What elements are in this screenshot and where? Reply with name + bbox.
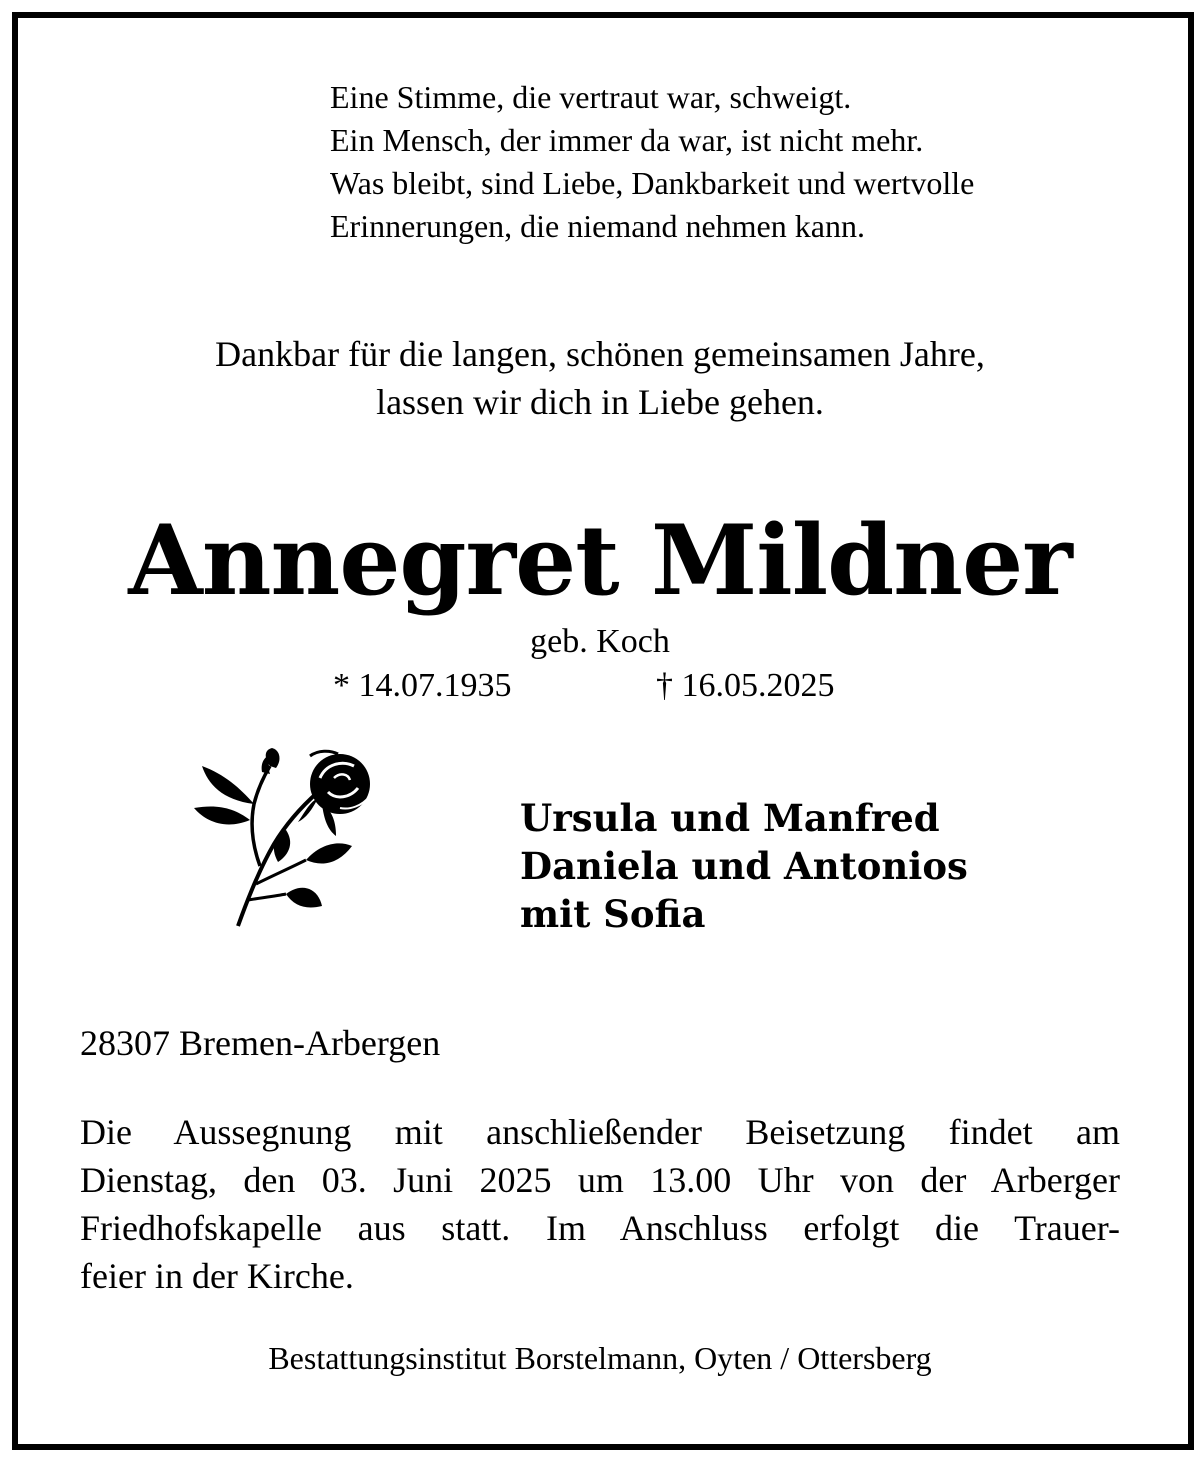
ceremony-line: Dienstag, den 03. Juni 2025 um 13.00 Uhr von der Arberger [80, 1160, 1120, 1200]
deceased-name: Annegret Mildner [128, 504, 1072, 617]
family-names [520, 794, 968, 938]
poem [330, 76, 974, 248]
gratitude-line: lassen wir dich in Liebe gehen. [376, 382, 824, 422]
poem-line: Erinnerungen, die niemand nehmen kann. [330, 208, 865, 244]
location: 28307 Bremen-Arbergen [80, 1023, 441, 1063]
poem-line: Ein Mensch, der immer da war, ist nicht mehr. [330, 122, 924, 158]
family-line: Ursula und Manfred [520, 796, 940, 840]
gratitude-line: Dankbar für die langen, schönen gemeinsamen Jahre, [215, 334, 985, 374]
birth-date: * 14.07.1935 [333, 667, 512, 704]
death-date: † 16.05.2025 [656, 667, 835, 704]
poem-line: Was bleibt, sind Liebe, Dankbarkeit und wertvolle [330, 165, 975, 201]
rose-icon [190, 748, 380, 930]
ceremony-info [80, 1108, 1120, 1300]
undertaker: Bestattungsinstitut Borstelmann, Oyten / Ottersberg [268, 1340, 932, 1376]
maiden-name: geb. Koch [530, 623, 670, 660]
family-line: mit Sofia [520, 892, 706, 936]
family-line: Daniela und Antonios [520, 844, 968, 888]
gratitude-text [0, 330, 1200, 426]
ceremony-line: Die Aussegnung mit anschließender Beisetzung findet am [80, 1112, 1120, 1152]
ceremony-line: Friedhofskapelle aus statt. Im Anschluss erfolgt die Trauer- [80, 1208, 1120, 1248]
poem-line: Eine Stimme, die vertraut war, schweigt. [330, 79, 852, 115]
ceremony-line: feier in der Kirche. [80, 1256, 354, 1296]
